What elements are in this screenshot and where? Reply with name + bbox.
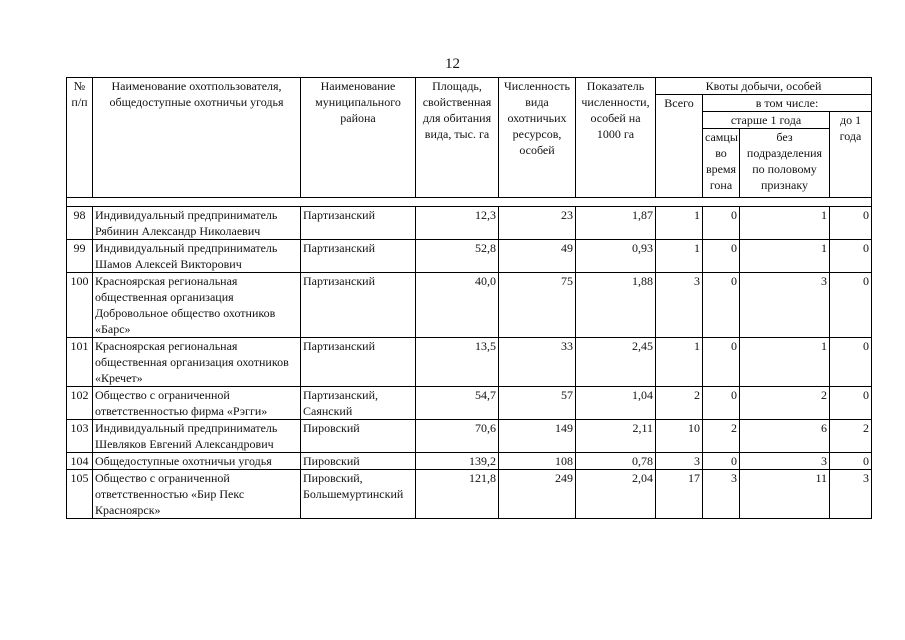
cell-population: 23 bbox=[499, 207, 576, 240]
header-no: № п/п bbox=[67, 78, 93, 198]
cell-density: 0,78 bbox=[576, 453, 656, 470]
cell-population: 33 bbox=[499, 338, 576, 387]
cell-name: Общедоступные охотничьи угодья bbox=[93, 453, 301, 470]
header-name: Наименование охотпользователя, общедоступные охотничьи угодья bbox=[93, 78, 301, 198]
cell-name: Общество с ограниченной ответственностью «Бир Пекс Красноярск» bbox=[93, 470, 301, 519]
header-total: Всего bbox=[656, 95, 703, 198]
cell-males: 3 bbox=[703, 470, 740, 519]
table-row bbox=[67, 273, 872, 338]
cell-district: Партизанский bbox=[301, 240, 416, 273]
cell-density: 2,45 bbox=[576, 338, 656, 387]
cell-nosex: 6 bbox=[740, 420, 830, 453]
cell-district: Пировский bbox=[301, 420, 416, 453]
header-older: старше 1 года bbox=[703, 112, 830, 129]
cell-nosex: 1 bbox=[740, 240, 830, 273]
cell-area: 12,3 bbox=[416, 207, 499, 240]
cell-district: Партизанский, Саянский bbox=[301, 387, 416, 420]
cell-density: 1,88 bbox=[576, 273, 656, 338]
cell-total: 2 bbox=[656, 387, 703, 420]
cell-nosex: 3 bbox=[740, 273, 830, 338]
cell-nosex: 1 bbox=[740, 207, 830, 240]
cell-area: 40,0 bbox=[416, 273, 499, 338]
cell-males: 0 bbox=[703, 273, 740, 338]
cell-area: 54,7 bbox=[416, 387, 499, 420]
cell-area: 13,5 bbox=[416, 338, 499, 387]
table-row bbox=[67, 387, 872, 420]
cell-density: 1,87 bbox=[576, 207, 656, 240]
cell-no: 101 bbox=[67, 338, 93, 387]
table-row bbox=[67, 207, 872, 240]
cell-under1: 3 bbox=[830, 470, 872, 519]
cell-area: 70,6 bbox=[416, 420, 499, 453]
page-number: 12 bbox=[445, 56, 460, 72]
cell-density: 2,04 bbox=[576, 470, 656, 519]
cell-nosex: 11 bbox=[740, 470, 830, 519]
cell-name: Индивидуальный предприниматель Рябинин Александр Николаевич bbox=[93, 207, 301, 240]
cell-no: 103 bbox=[67, 420, 93, 453]
cell-area: 139,2 bbox=[416, 453, 499, 470]
cell-area: 52,8 bbox=[416, 240, 499, 273]
cell-under1: 0 bbox=[830, 387, 872, 420]
table-row bbox=[67, 240, 872, 273]
cell-total: 3 bbox=[656, 453, 703, 470]
cell-district: Партизанский bbox=[301, 273, 416, 338]
table-body bbox=[67, 207, 872, 519]
table-header bbox=[67, 78, 872, 207]
table-row bbox=[67, 338, 872, 387]
cell-population: 108 bbox=[499, 453, 576, 470]
cell-under1: 2 bbox=[830, 420, 872, 453]
cell-males: 0 bbox=[703, 453, 740, 470]
cell-name: Общество с ограниченной ответственностью фирма «Рэгги» bbox=[93, 387, 301, 420]
cell-no: 104 bbox=[67, 453, 93, 470]
cell-district: Пировский, Большемуртинский bbox=[301, 470, 416, 519]
cell-under1: 0 bbox=[830, 207, 872, 240]
quota-table bbox=[66, 77, 872, 519]
cell-name: Красноярская региональная общественная организация Добровольное общество охотников «Барс» bbox=[93, 273, 301, 338]
cell-under1: 0 bbox=[830, 338, 872, 387]
cell-no: 99 bbox=[67, 240, 93, 273]
cell-total: 1 bbox=[656, 240, 703, 273]
cell-population: 249 bbox=[499, 470, 576, 519]
cell-no: 102 bbox=[67, 387, 93, 420]
cell-no: 105 bbox=[67, 470, 93, 519]
cell-population: 57 bbox=[499, 387, 576, 420]
cell-nosex: 3 bbox=[740, 453, 830, 470]
cell-district: Партизанский bbox=[301, 207, 416, 240]
table-row bbox=[67, 420, 872, 453]
cell-district: Пировский bbox=[301, 453, 416, 470]
cell-total: 1 bbox=[656, 338, 703, 387]
cell-males: 0 bbox=[703, 387, 740, 420]
cell-nosex: 2 bbox=[740, 387, 830, 420]
cell-males: 2 bbox=[703, 420, 740, 453]
header-area: Площадь, свойственная для обитания вида, тыс. га bbox=[416, 78, 499, 198]
cell-under1: 0 bbox=[830, 273, 872, 338]
header-nosex: без подразделения по половому признаку bbox=[740, 129, 830, 198]
cell-males: 0 bbox=[703, 338, 740, 387]
cell-total: 17 bbox=[656, 470, 703, 519]
cell-under1: 0 bbox=[830, 453, 872, 470]
cell-total: 3 bbox=[656, 273, 703, 338]
cell-population: 75 bbox=[499, 273, 576, 338]
header-males: самцы во время гона bbox=[703, 129, 740, 198]
cell-males: 0 bbox=[703, 207, 740, 240]
cell-density: 1,04 bbox=[576, 387, 656, 420]
header-population: Численность вида охотничьих ресурсов, особей bbox=[499, 78, 576, 198]
cell-under1: 0 bbox=[830, 240, 872, 273]
cell-no: 100 bbox=[67, 273, 93, 338]
cell-nosex: 1 bbox=[740, 338, 830, 387]
header-density: Показатель численности, особей на 1000 га bbox=[576, 78, 656, 198]
cell-name: Красноярская региональная общественная организация охотников «Кречет» bbox=[93, 338, 301, 387]
header-under1: до 1 года bbox=[830, 112, 872, 198]
cell-total: 10 bbox=[656, 420, 703, 453]
header-district: Наименование муниципального района bbox=[301, 78, 416, 198]
cell-area: 121,8 bbox=[416, 470, 499, 519]
cell-total: 1 bbox=[656, 207, 703, 240]
table-row bbox=[67, 470, 872, 519]
header-quotas: Квоты добычи, особей bbox=[656, 78, 872, 95]
cell-district: Партизанский bbox=[301, 338, 416, 387]
cell-no: 98 bbox=[67, 207, 93, 240]
header-including: в том числе: bbox=[703, 95, 872, 112]
table-row bbox=[67, 453, 872, 470]
cell-population: 49 bbox=[499, 240, 576, 273]
cell-density: 2,11 bbox=[576, 420, 656, 453]
cell-density: 0,93 bbox=[576, 240, 656, 273]
cell-males: 0 bbox=[703, 240, 740, 273]
cell-name: Индивидуальный предприниматель Шевляков Евгений Александрович bbox=[93, 420, 301, 453]
cell-population: 149 bbox=[499, 420, 576, 453]
cell-name: Индивидуальный предприниматель Шамов Алексей Викторович bbox=[93, 240, 301, 273]
